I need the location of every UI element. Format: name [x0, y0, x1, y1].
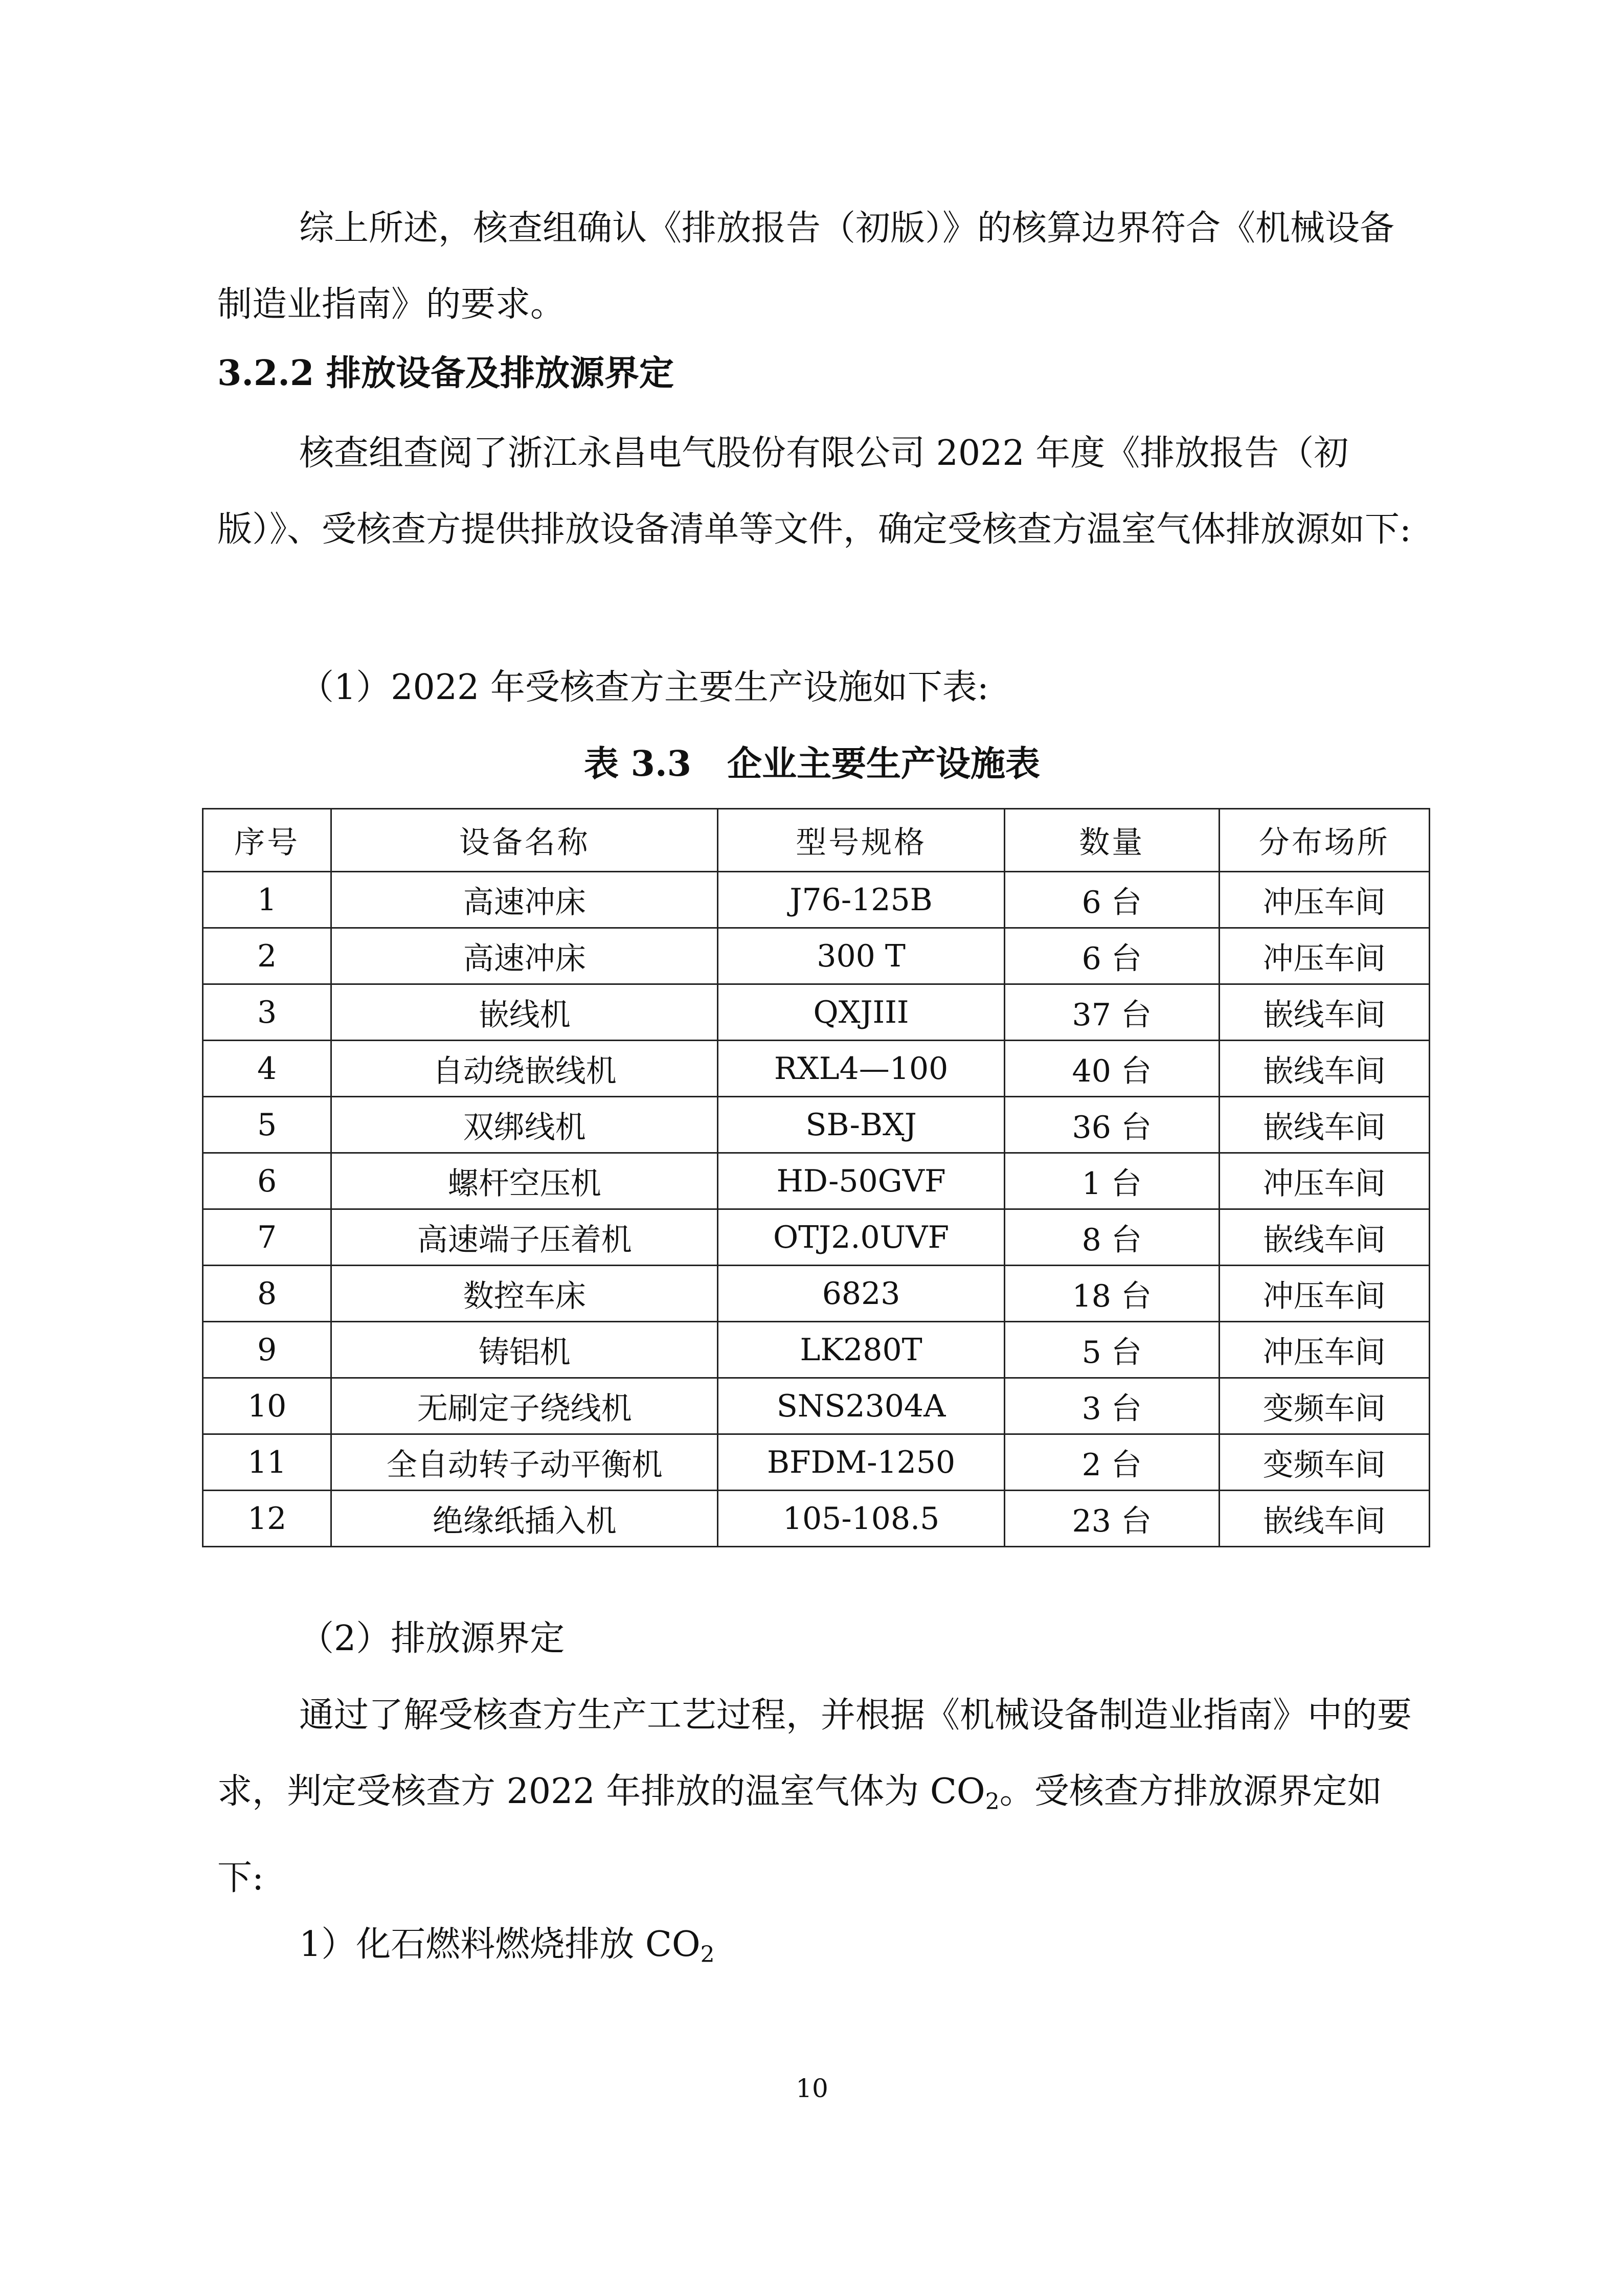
cell-location: 嵌线车间 — [1219, 1491, 1430, 1547]
cell-index: 12 — [203, 1491, 331, 1547]
cell-index: 7 — [203, 1209, 331, 1266]
cell-equipment-name: 高速冲床 — [331, 928, 718, 984]
cell-location: 变频车间 — [1219, 1378, 1430, 1434]
cell-index: 1 — [203, 872, 331, 928]
facility-table — [202, 808, 1430, 1547]
table-header-row — [203, 809, 1430, 872]
cell-equipment-name: 自动绕嵌线机 — [331, 1041, 718, 1097]
cell-equipment-name: 无刷定子绕线机 — [331, 1378, 718, 1434]
page-number: 10 — [796, 2074, 828, 2103]
co2-subscript: 2 — [985, 1789, 1000, 1815]
cell-equipment-name: 高速端子压着机 — [331, 1209, 718, 1266]
review-text: 核查组查阅了浙江永昌电气股份有限公司 2022 年度《排放报告（初版）》、受核查方提供排放设备清单等文件，确定受核查方温室气体排放源如下: — [217, 433, 1411, 550]
cell-location: 嵌线车间 — [1219, 1041, 1430, 1097]
table-row — [203, 1491, 1430, 1547]
table-row — [203, 1434, 1430, 1491]
cell-model: SB-BXJ — [718, 1097, 1005, 1153]
section-heading: 3.2.2 排放设备及排放源界定 — [217, 353, 674, 394]
table-row — [203, 1322, 1430, 1378]
facility-intro-paragraph: （1）2022 年受核查方主要生产设施如下表: — [299, 667, 989, 708]
cell-quantity: 5 台 — [1004, 1322, 1219, 1378]
cell-equipment-name: 铸铝机 — [331, 1322, 718, 1378]
ghg-text-tail: 。受核查方排放源界定如下: — [217, 1771, 1382, 1898]
cell-quantity: 6 台 — [1004, 872, 1219, 928]
ghg-paragraph — [217, 1677, 1416, 1916]
conclusion-text: 综上所述，核查组确认《排放报告（初版）》的核算边界符合《机械设备制造业指南》的要求。 — [217, 208, 1395, 325]
cell-index: 3 — [203, 984, 331, 1041]
table-caption-title: 企业主要生产设施表 — [727, 744, 1040, 784]
emission-source-heading: （2）排放源界定 — [299, 1618, 565, 1659]
cell-index: 2 — [203, 928, 331, 984]
cell-model: 6823 — [718, 1266, 1005, 1322]
cell-model: LK280T — [718, 1322, 1005, 1378]
cell-model: 300 T — [718, 928, 1005, 984]
fossil-fuel-item — [299, 1906, 1498, 1993]
table-row — [203, 1378, 1430, 1434]
cell-quantity: 1 台 — [1004, 1153, 1219, 1209]
co2-subscript: 2 — [700, 1942, 715, 1968]
cell-model: HD-50GVF — [718, 1153, 1005, 1209]
cell-index: 8 — [203, 1266, 331, 1322]
cell-quantity: 36 台 — [1004, 1097, 1219, 1153]
table-caption — [0, 736, 1624, 786]
cell-index: 11 — [203, 1434, 331, 1491]
cell-quantity: 2 台 — [1004, 1434, 1219, 1491]
table-caption-number: 表 3.3 — [584, 744, 691, 784]
ghg-text: 通过了解受核查方生产工艺过程，并根据《机械设备制造业指南》中的要求，判定受核查方 2022 年排放的温室气体为 CO — [217, 1695, 1412, 1812]
cell-equipment-name: 高速冲床 — [331, 872, 718, 928]
cell-index: 6 — [203, 1153, 331, 1209]
cell-location: 冲压车间 — [1219, 1153, 1430, 1209]
cell-index: 10 — [203, 1378, 331, 1434]
cell-model: SNS2304A — [718, 1378, 1005, 1434]
header-model: 型号规格 — [718, 809, 1005, 872]
cell-quantity: 23 台 — [1004, 1491, 1219, 1547]
table-row — [203, 1266, 1430, 1322]
table-row — [203, 1153, 1430, 1209]
table-row — [203, 1209, 1430, 1266]
table-row — [203, 872, 1430, 928]
cell-model: RXL4—100 — [718, 1041, 1005, 1097]
cell-quantity: 40 台 — [1004, 1041, 1219, 1097]
cell-quantity: 18 台 — [1004, 1266, 1219, 1322]
cell-location: 嵌线车间 — [1219, 1097, 1430, 1153]
table-row — [203, 1097, 1430, 1153]
cell-index: 4 — [203, 1041, 331, 1097]
cell-equipment-name: 螺杆空压机 — [331, 1153, 718, 1209]
header-index: 序号 — [203, 809, 331, 872]
fossil-fuel-text: 1）化石燃料燃烧排放 CO — [299, 1924, 701, 1965]
cell-location: 冲压车间 — [1219, 928, 1430, 984]
cell-location: 变频车间 — [1219, 1434, 1430, 1491]
header-location: 分布场所 — [1219, 809, 1430, 872]
cell-location: 冲压车间 — [1219, 1322, 1430, 1378]
cell-model: BFDM-1250 — [718, 1434, 1005, 1491]
cell-quantity: 37 台 — [1004, 984, 1219, 1041]
cell-location: 冲压车间 — [1219, 872, 1430, 928]
review-paragraph — [217, 415, 1416, 568]
cell-model: OTJ2.0UVF — [718, 1209, 1005, 1266]
cell-equipment-name: 全自动转子动平衡机 — [331, 1434, 718, 1491]
table-row — [203, 1041, 1430, 1097]
cell-location: 嵌线车间 — [1219, 984, 1430, 1041]
cell-model: 105-108.5 — [718, 1491, 1005, 1547]
header-quantity: 数量 — [1004, 809, 1219, 872]
cell-quantity: 8 台 — [1004, 1209, 1219, 1266]
cell-model: QXJIII — [718, 984, 1005, 1041]
cell-equipment-name: 数控车床 — [331, 1266, 718, 1322]
cell-location: 嵌线车间 — [1219, 1209, 1430, 1266]
cell-index: 5 — [203, 1097, 331, 1153]
table-row — [203, 984, 1430, 1041]
cell-location: 冲压车间 — [1219, 1266, 1430, 1322]
conclusion-paragraph — [217, 190, 1416, 343]
header-equipment-name: 设备名称 — [331, 809, 718, 872]
cell-quantity: 3 台 — [1004, 1378, 1219, 1434]
table-row — [203, 928, 1430, 984]
cell-equipment-name: 嵌线机 — [331, 984, 718, 1041]
cell-index: 9 — [203, 1322, 331, 1378]
cell-quantity: 6 台 — [1004, 928, 1219, 984]
cell-model: J76-125B — [718, 872, 1005, 928]
cell-equipment-name: 双绑线机 — [331, 1097, 718, 1153]
cell-equipment-name: 绝缘纸插入机 — [331, 1491, 718, 1547]
